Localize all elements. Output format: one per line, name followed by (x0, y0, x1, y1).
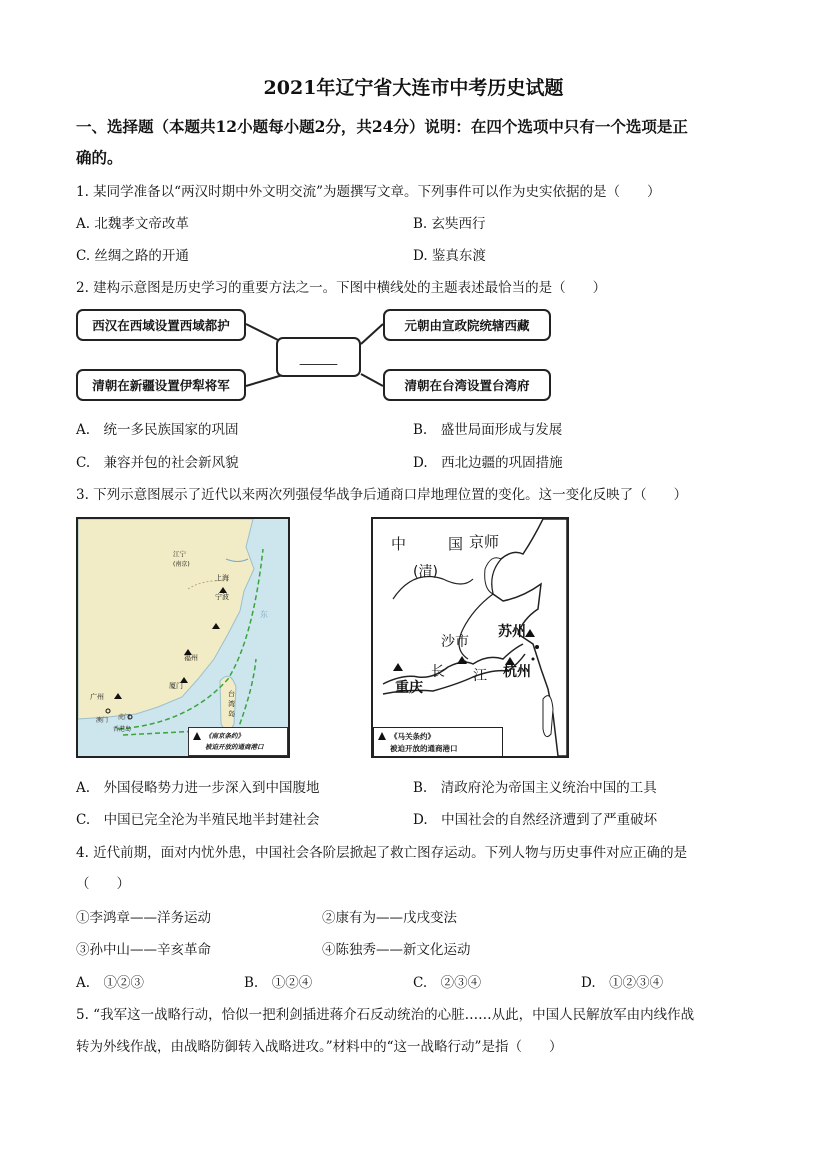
q1-option-a[interactable]: A. 北魏孝文帝改革 (76, 216, 189, 232)
map1-island-3: 岛 (228, 710, 235, 718)
map2-legend-title: 《马关条约》 (390, 732, 435, 741)
map1-sea-label: 东 (260, 610, 268, 619)
map1-city-fuzhou: 福州 (184, 654, 198, 662)
map1-legend-title: 《南京条约》 (205, 732, 244, 740)
map1-city-xiamen: 厦门 (169, 682, 183, 690)
q3-option-c[interactable]: C. 中国已完全沦为半殖民地半封建社会 (76, 812, 320, 828)
q4-stem: 4. 近代前期，面对内忧外患，中国社会各阶层掀起了救亡图存运动。下列人物与历史事件对应正确的是 (76, 845, 688, 861)
q4-option-d[interactable]: D. ①②③④ (581, 975, 664, 991)
q5-stem-line1: 5. “我军这一战略行动，恰似一把利剑插进蒋介石反动统治的心脏……从此，中国人民解放军由内线作战 (76, 1007, 695, 1023)
q5-stem-line2: 转为外线作战，由战略防御转入战略进攻。”材料中的“这一战略行动”是指（ ） (76, 1039, 563, 1055)
q1-option-c[interactable]: C. 丝绸之路的开通 (76, 248, 189, 264)
map2-label-qing: (清) (413, 564, 438, 580)
q3-option-a[interactable]: A. 外国侵略势力进一步深入到中国腹地 (76, 780, 320, 796)
map1-legend-desc: 被迫开放的通商港口 (205, 743, 264, 751)
map2-river-chang: 长 (431, 664, 445, 680)
map2-label-jingshi: 京师 (469, 533, 500, 551)
q3-option-d[interactable]: D. 中国社会的自然经济遭到了严重破坏 (413, 812, 658, 828)
map1-city-nanjing: (南京) (173, 561, 190, 568)
map1-legend (188, 727, 288, 756)
q2-option-a[interactable]: A. 统一多民族国家的巩固 (76, 422, 239, 438)
map2-legend-desc: 被迫开放的通商港口 (390, 744, 458, 753)
map2-city-suzhou: 苏州 (498, 624, 526, 640)
map-shimonoseki-graphic (373, 519, 567, 756)
q4-option-b[interactable]: B. ①②④ (244, 975, 313, 991)
page-title: 2021年辽宁省大连市中考历史试题 (263, 77, 564, 99)
map2-city-hangzhou: 杭州 (503, 664, 531, 680)
map2-river-jiang: 江 (473, 668, 487, 684)
q1-stem: 1. 某同学准备以“两汉时期中外文明交流”为题撰写文章。下列事件可以作为史实依据的是（ ） (76, 184, 661, 200)
map2-label-guo: 国 (448, 535, 464, 553)
q2-option-c[interactable]: C. 兼容并包的社会新风貌 (76, 455, 239, 471)
q4-item-4: ④陈独秀——新文化运动 (322, 942, 471, 958)
map1-city-jiangning: 江宁 (173, 550, 186, 558)
q2-box-bottom-right: 清朝在台湾设置台湾府 (383, 369, 551, 401)
q1-option-d[interactable]: D. 鉴真东渡 (413, 248, 486, 264)
map1-city-humen: 虎门 (118, 714, 131, 721)
q2-box-top-left: 西汉在西域设置西域都护 (76, 309, 246, 341)
q3-option-b[interactable]: B. 清政府沦为帝国主义统治中国的工具 (413, 780, 657, 796)
q4-item-2: ②康有为——戊戌变法 (322, 910, 457, 926)
map-nanjing-treaty (76, 517, 290, 758)
q2-option-d[interactable]: D. 西北边疆的巩固措施 (413, 455, 563, 471)
q3-stem: 3. 下列示意图展示了近代以来两次列强侵华战争后通商口岸地理位置的变化。这一变化反映了（ ） (76, 487, 688, 503)
map1-city-macau: 澳门 (96, 717, 109, 724)
q4-paren: （ ） (76, 876, 130, 892)
map1-city-shanghai: 上海 (215, 574, 229, 582)
q1-option-b[interactable]: B. 玄奘西行 (413, 216, 486, 232)
q2-center-blank: ______ (276, 337, 361, 377)
map1-city-hongkong: 香港岛 (113, 726, 132, 733)
q4-item-3: ③孙中山——辛亥革命 (76, 942, 211, 958)
q2-box-bottom-left: 清朝在新疆设置伊犁将军 (76, 369, 246, 401)
map2-legend (373, 727, 503, 757)
q4-item-1: ①李鸿章——洋务运动 (76, 910, 211, 926)
q2-option-b[interactable]: B. 盛世局面形成与发展 (413, 422, 563, 438)
map1-legend-triangle-icon (192, 731, 202, 741)
q2-box-top-right: 元朝由宣政院统辖西藏 (383, 309, 551, 341)
map2-city-chongqing: 重庆 (395, 680, 423, 696)
map2-legend-triangle-icon (377, 731, 387, 741)
map-shimonoseki-treaty (371, 517, 569, 758)
map1-island-1: 台 (228, 690, 235, 698)
map1-city-guangzhou: 广州 (90, 693, 104, 701)
map2-city-shashi: 沙市 (441, 634, 469, 650)
q4-option-a[interactable]: A. ①②③ (76, 975, 145, 991)
q4-option-c[interactable]: C. ②③④ (413, 975, 482, 991)
q2-stem: 2. 建构示意图是历史学习的重要方法之一。下图中横线处的主题表述最恰当的是（ ） (76, 280, 607, 296)
section-heading: 一、选择题（本题共12小题每小题2分，共24分）说明：在四个选项中只有一个选项是正 (76, 117, 688, 136)
map1-island-2: 湾 (228, 700, 235, 708)
map1-city-ningbo: 宁波 (215, 593, 229, 601)
map2-label-zhong: 中 (391, 535, 407, 553)
section-heading-cont: 确的。 (76, 148, 123, 167)
